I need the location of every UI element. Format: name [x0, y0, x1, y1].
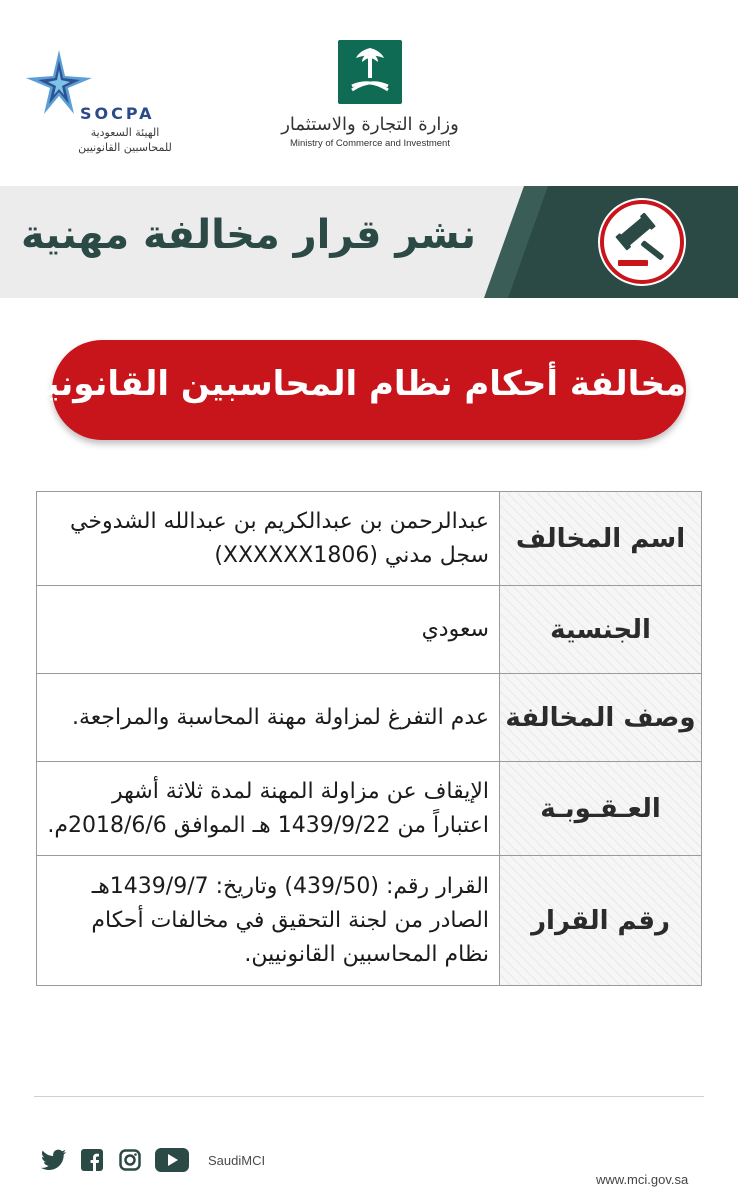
- row-label-decision-number: رقم القرار: [500, 856, 702, 986]
- socpa-arabic-line2: للمحاسبين القانونيين: [78, 141, 172, 154]
- saudi-emblem-icon: [338, 40, 402, 104]
- instagram-icon[interactable]: [116, 1146, 144, 1174]
- social-handle[interactable]: SaudiMCI: [208, 1152, 266, 1168]
- socpa-name: SOCPA: [80, 104, 155, 123]
- row-value-violation-description: [37, 674, 500, 762]
- value-line: سعودي: [421, 616, 489, 642]
- value-line: القرار رقم: (439/50) وتاريخ: 1439/9/7هـ: [91, 873, 489, 899]
- socpa-arabic-line1: الهيئة السعودية: [90, 126, 160, 139]
- header-logos: [0, 0, 738, 170]
- banner-title: نشر قرار مخالفة مهنية: [21, 212, 476, 258]
- row-label-penalty: العـقـوبـة: [500, 762, 702, 856]
- gavel-icon: [598, 198, 686, 286]
- social-links: [40, 1142, 265, 1178]
- table-row: [37, 586, 702, 674]
- youtube-icon[interactable]: [154, 1146, 190, 1174]
- gavel-badge: [598, 198, 686, 286]
- website-link[interactable]: www.mci.gov.sa: [596, 1172, 689, 1187]
- row-value-penalty: [37, 762, 500, 856]
- value-line: عدم التفرغ لمزاولة مهنة المحاسبة والمراجعة.: [72, 704, 489, 730]
- violation-title-pill: [2, 340, 686, 440]
- value-line: سجل مدني (XXXXXX1806): [214, 542, 489, 568]
- row-value-nationality: [37, 586, 500, 674]
- value-line: عبدالرحمن بن عبدالكريم بن عبدالله الشدوخي: [70, 508, 489, 534]
- table-row: [37, 856, 702, 986]
- ministry-arabic-name: وزارة التجارة والاستثمار: [281, 114, 459, 135]
- socpa-logo: [22, 46, 182, 156]
- table-row: [37, 762, 702, 856]
- table-row: [37, 674, 702, 762]
- twitter-icon[interactable]: [40, 1146, 68, 1174]
- violation-details-table: [36, 491, 702, 986]
- footer-divider: [34, 1096, 704, 1097]
- value-line: الإيقاف عن مزاولة المهنة لمدة ثلاثة أشهر: [111, 778, 489, 804]
- ministry-logo: [270, 38, 470, 158]
- row-label-violation-description: وصف المخالفة: [500, 674, 702, 762]
- table-row: [37, 492, 702, 586]
- violation-title: مخالفة أحكام نظام المحاسبين القانونيين: [2, 364, 686, 404]
- ministry-english-name: Ministry of Commerce and Investment: [290, 138, 450, 149]
- row-value-violator-name: [37, 492, 500, 586]
- value-line: الصادر من لجنة التحقيق في مخالفات أحكام: [91, 907, 489, 933]
- value-line: اعتباراً من 1439/9/22 هـ الموافق 2018/6/6م.: [47, 812, 489, 838]
- row-label-violator-name: اسم المخالف: [500, 492, 702, 586]
- row-value-decision-number: [37, 856, 500, 986]
- facebook-icon[interactable]: [78, 1146, 106, 1174]
- row-label-nationality: الجنسية: [500, 586, 702, 674]
- value-line: نظام المحاسبين القانونيين.: [244, 941, 489, 967]
